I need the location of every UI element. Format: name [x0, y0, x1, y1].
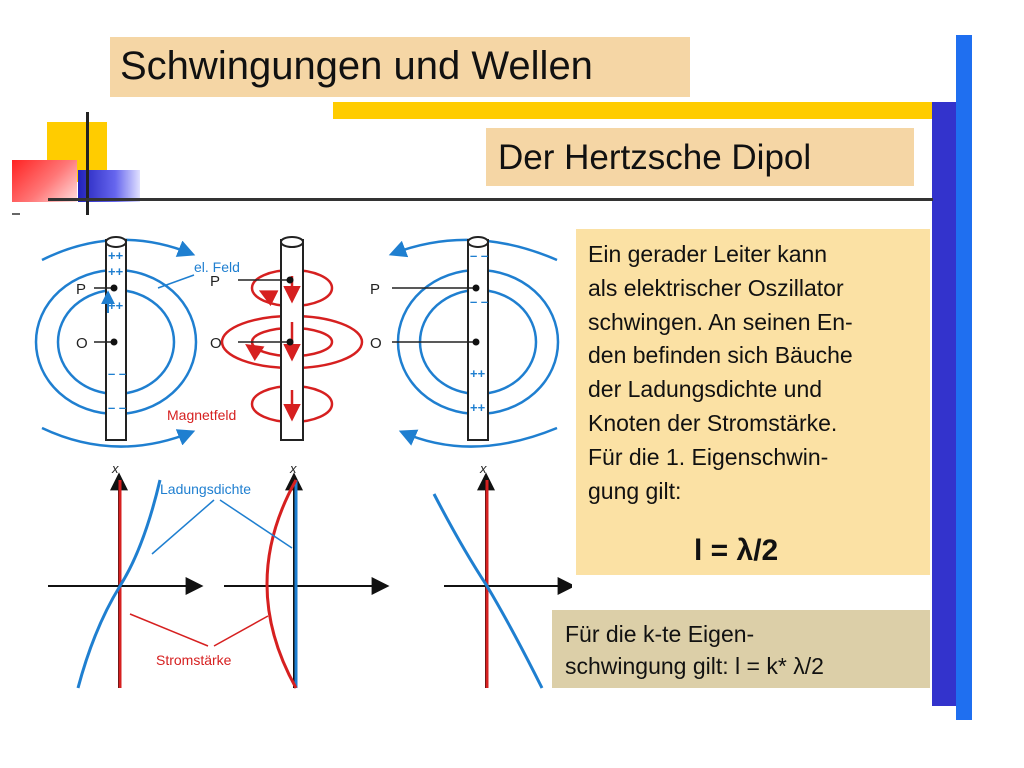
kth-mode-line-1: Für die k-te Eigen-	[565, 621, 755, 647]
explanation-line: gung gilt:	[588, 477, 682, 504]
label-magnetfeld: Magnetfeld	[167, 407, 237, 423]
point-o-label: O	[210, 335, 222, 352]
explanation-line: Für die 1. Eigenschwin-	[588, 443, 829, 470]
decor-blue-bar-light	[956, 35, 972, 720]
charge-plus: ++	[470, 366, 486, 381]
charge-minus: – –	[470, 248, 489, 263]
label-stromstaerke: Stromstärke	[156, 652, 232, 668]
axis-x-label: x	[112, 461, 119, 476]
axis-x-label: x	[480, 461, 487, 476]
axis-x-label: x	[290, 461, 297, 476]
label-el-feld: el. Feld	[194, 259, 240, 275]
dipole-reversed-field	[370, 237, 558, 447]
explanation-line: den befinden sich Bäuche	[588, 342, 853, 369]
point-p-label: P	[210, 273, 221, 290]
explanation-line: schwingen. An seinen En-	[588, 308, 853, 335]
slide-subtitle: Der Hertzsche Dipol	[498, 138, 812, 177]
kth-mode-text	[565, 618, 824, 682]
point-p-label: P	[370, 281, 381, 298]
explanation-text	[588, 238, 918, 508]
formula-first-mode: l = λ/2	[694, 534, 779, 567]
decor-horizontal-line	[48, 198, 933, 201]
charge-plus: ++	[470, 400, 486, 415]
explanation-line: Ein gerader Leiter kann	[588, 241, 828, 267]
explanation-line: Knoten der Stromstärke.	[588, 409, 838, 436]
charge-minus: – –	[470, 294, 489, 309]
charge-plus: ++	[108, 264, 124, 279]
point-o-label: O	[370, 335, 382, 352]
decor-blue-bar	[932, 102, 956, 706]
explanation-line: der Ladungsdichte und	[588, 376, 823, 403]
slide-title: Schwingungen und Wellen	[120, 44, 593, 88]
decor-red-square	[12, 160, 77, 202]
point-p-label: P	[76, 281, 87, 298]
kth-mode-line-2: schwingung gilt: l = k* λ/2	[565, 653, 824, 679]
decor-yellow-bar	[333, 102, 955, 119]
dipole-figure	[12, 218, 572, 708]
explanation-line: als elektrischer Oszillator	[588, 274, 844, 301]
charge-minus: – –	[108, 400, 127, 415]
graph-3	[434, 461, 572, 688]
decor-small-dash	[12, 213, 20, 215]
charge-plus: ++	[108, 248, 124, 263]
charge-plus: ++	[108, 298, 124, 313]
label-ladungsdichte: Ladungsdichte	[160, 481, 252, 497]
charge-minus: – –	[108, 366, 127, 381]
point-o-label: O	[76, 335, 88, 352]
